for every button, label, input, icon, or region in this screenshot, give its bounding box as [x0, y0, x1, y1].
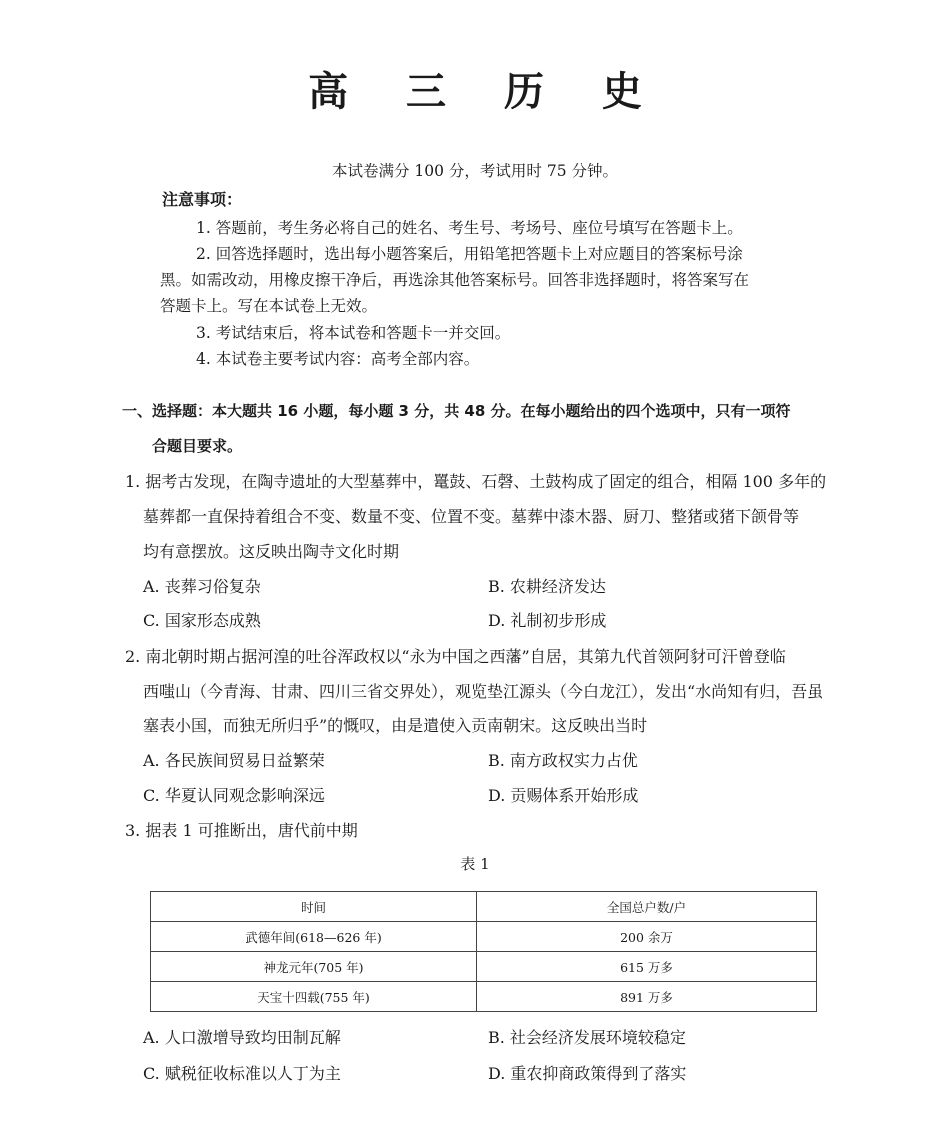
notice-item-2-line-3: 答题卡上。写在本试卷上无效。	[160, 297, 378, 315]
q1-option-b: B. 农耕经济发达	[488, 577, 606, 596]
q1-stem-line-3: 均有意摆放。这反映出陶寺文化时期	[143, 542, 400, 561]
q1-option-c: C. 国家形态成熟	[143, 611, 261, 630]
notice-item-2-line-2: 黑。如需改动，用橡皮擦干净后，再选涂其他答案标号。回答非选择题时，将答案写在	[160, 271, 750, 289]
q3-option-a: A. 人口激增导致均田制瓦解	[143, 1028, 341, 1047]
q1-stem-line-1: 1. 据考古发现，在陶寺遗址的大型墓葬中，鼍鼓、石磬、土鼓构成了固定的组合，相隔 100 多年的	[125, 472, 827, 491]
page-title: 高 三 历 史	[308, 69, 664, 115]
q2-option-d: D. 贡赐体系开始形成	[488, 786, 639, 805]
household-table	[150, 891, 817, 1012]
section-heading-line-1: 一、选择题：本大题共 16 小题，每小题 3 分，共 48 分。在每小题给出的四个选项中，只有一项符	[122, 402, 791, 420]
q2-option-a: A. 各民族间贸易日益繁荣	[143, 751, 325, 770]
q1-option-d: D. 礼制初步形成	[488, 611, 607, 630]
notice-item-4: 4. 本试卷主要考试内容：高考全部内容。	[196, 350, 480, 368]
table-cell-time: 神龙元年(705 年)	[151, 952, 477, 982]
q2-option-c: C. 华夏认同观念影响深远	[143, 786, 325, 805]
notice-item-3: 3. 考试结束后，将本试卷和答题卡一并交回。	[196, 324, 511, 342]
table-row	[151, 922, 817, 952]
table-caption: 表 1	[460, 855, 490, 873]
notice-heading: 注意事项：	[162, 190, 243, 209]
q3-stem-line-1: 3. 据表 1 可推断出，唐代前中期	[125, 821, 358, 840]
q3-option-c: C. 赋税征收标准以人丁为主	[143, 1064, 341, 1083]
q2-option-b: B. 南方政权实力占优	[488, 751, 638, 770]
table-cell-time: 武德年间(618—626 年)	[151, 922, 477, 952]
table-row	[151, 952, 817, 982]
table-header-time: 时间	[151, 892, 477, 922]
q2-stem-line-2: 西嗤山（今青海、甘肃、四川三省交界处），观览垫江源头（今白龙江），发出“水尚知有归，吾虽	[143, 682, 824, 701]
section-heading-line-2: 合题目要求。	[152, 437, 243, 455]
q2-stem-line-3: 塞表小国，而独无所归乎”的慨叹，由是遣使入贡南朝宋。这反映出当时	[143, 716, 648, 735]
q1-stem-line-2: 墓葬都一直保持着组合不变、数量不变、位置不变。墓葬中漆木器、厨刀、整猪或猪下颌骨等	[143, 507, 800, 526]
q1-option-a: A. 丧葬习俗复杂	[143, 577, 261, 596]
table-header-households: 全国总户数/户	[477, 892, 817, 922]
q3-option-b: B. 社会经济发展环境较稳定	[488, 1028, 686, 1047]
notice-item-1: 1. 答题前，考生务必将自己的姓名、考生号、考场号、座位号填写在答题卡上。	[196, 219, 743, 237]
notice-item-2-line-1: 2. 回答选择题时，选出每小题答案后，用铅笔把答题卡上对应题目的答案标号涂	[196, 245, 743, 263]
table-cell-households: 891 万多	[477, 982, 817, 1012]
table-cell-time: 天宝十四载(755 年)	[151, 982, 477, 1012]
q2-stem-line-1: 2. 南北朝时期占据河湟的吐谷浑政权以“永为中国之西藩”自居，其第九代首领阿豺可汗曾登临	[125, 647, 786, 666]
table-cell-households: 615 万多	[477, 952, 817, 982]
exam-info: 本试卷满分 100 分，考试用时 75 分钟。	[331, 162, 619, 180]
table-cell-households: 200 余万	[477, 922, 817, 952]
table-header-row	[151, 892, 817, 922]
q3-option-d: D. 重农抑商政策得到了落实	[488, 1064, 687, 1083]
table-row	[151, 982, 817, 1012]
